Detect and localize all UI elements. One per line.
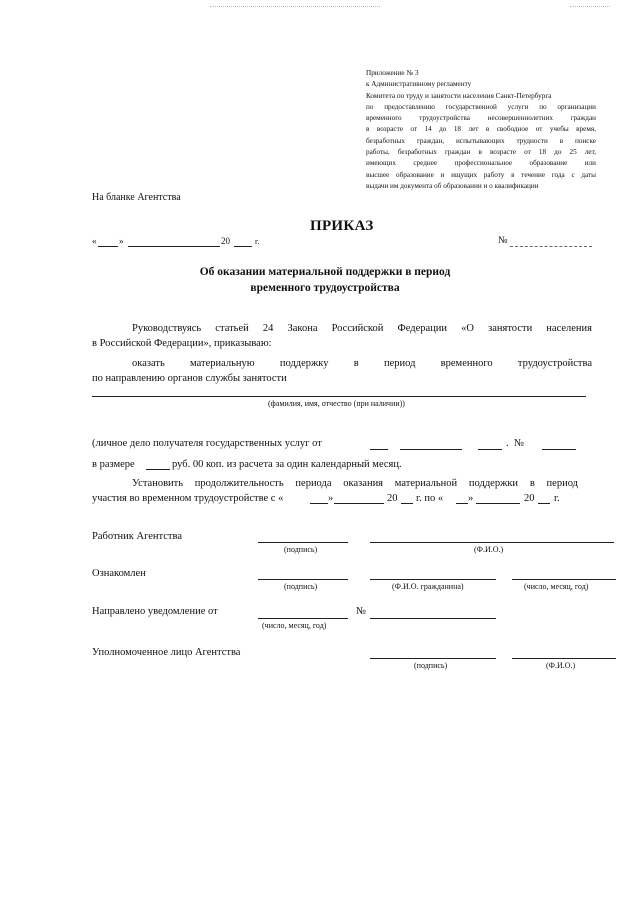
notice-date-caption: (число, месяц, год) — [262, 621, 327, 630]
period-to-text: г. по « — [416, 493, 444, 504]
case-month-blank[interactable] — [400, 449, 462, 450]
appendix-block — [366, 68, 596, 192]
order-date — [92, 236, 97, 246]
fio-caption: (Ф.И.О.) — [546, 661, 576, 670]
period-start-year-blank[interactable] — [401, 503, 413, 504]
page-title: ПРИКАЗ — [310, 218, 374, 234]
authorized-fio-blank[interactable] — [512, 658, 616, 659]
subtitle-line: временного трудоустройства — [250, 282, 400, 294]
case-dot: . — [506, 438, 509, 449]
order-subtitle — [160, 264, 490, 296]
appendix-line: Приложение № 3 — [366, 69, 419, 77]
period-start-month-blank[interactable] — [334, 503, 384, 504]
appendix-line: в возрасте от 14 до 18 лет в свободное от учебы время, — [366, 125, 596, 134]
appendix-line: работы, безработных граждан в возрасте от 18 до 25 лет, — [366, 148, 596, 157]
acquainted-label: Ознакомлен — [92, 568, 146, 579]
case-number-blank[interactable] — [542, 449, 576, 450]
period-start-text: участия во временном трудоустройстве с « — [92, 493, 284, 504]
date-day-blank[interactable] — [98, 246, 118, 247]
acquainted-date-blank[interactable] — [512, 579, 616, 580]
period-close-quote: » — [468, 493, 474, 504]
period-start-day-blank[interactable] — [310, 503, 328, 504]
date-open-quote: « — [92, 236, 97, 246]
scan-header-mark — [570, 6, 610, 9]
signature-caption: (подпись) — [414, 661, 448, 670]
notice-number-label: № — [356, 606, 367, 617]
guided-line: Руководствуясь статьей 24 Закона Российской Федерации «О занятости населения — [132, 323, 592, 334]
order-number-blank[interactable] — [510, 246, 592, 247]
case-number-label: № — [514, 438, 525, 449]
period-end-day-blank[interactable] — [456, 503, 468, 504]
citizen-fio-caption: (Ф.И.О. гражданина) — [392, 582, 464, 591]
case-year-blank[interactable] — [478, 449, 502, 450]
notice-date-blank[interactable] — [258, 618, 348, 619]
appendix-line: высшее образование и ищущих работу в течение года с даты — [366, 170, 596, 179]
appendix-line: безработных граждан, испытывающих трудности в поиске — [366, 136, 596, 145]
fio-blank[interactable] — [92, 396, 586, 397]
authorized-signature-blank[interactable] — [370, 658, 496, 659]
citizen-fio-blank[interactable] — [370, 579, 496, 580]
acquainted-signature-blank[interactable] — [258, 579, 348, 580]
appendix-line: к Административному регламенту — [366, 80, 472, 89]
period-end-month-blank[interactable] — [476, 503, 520, 504]
employee-signature-blank[interactable] — [258, 542, 348, 543]
amount-blank[interactable] — [146, 469, 170, 470]
employee-label: Работник Агентства — [92, 531, 182, 542]
period-line: Установить продолжительность периода оказания материальной поддержки в период — [132, 478, 578, 489]
notice-number-blank[interactable] — [370, 618, 496, 619]
appendix-line: Комитета по труду и занятости населения Санкт-Петербурга — [366, 91, 552, 100]
fio-caption: (фамилия, имя, отчество (при наличии)) — [268, 399, 405, 408]
date-year-prefix: 20 — [221, 236, 230, 246]
blank-label: На бланке Агентства — [92, 192, 181, 203]
case-text: (личное дело получателя государственных услуг от — [92, 438, 322, 449]
date-year-suffix: г. — [255, 237, 260, 246]
date-close-quote: » — [119, 236, 124, 246]
notice-label: Направлено уведомление от — [92, 606, 218, 617]
date-year-blank[interactable] — [234, 246, 252, 247]
date-caption: (число, месяц, год) — [524, 582, 589, 591]
appendix-line: имеющих среднее профессиональное образование или — [366, 159, 596, 168]
amount-prefix: в размере — [92, 459, 135, 470]
subtitle-line: Об оказании материальной поддержки в период — [199, 266, 451, 278]
amount-suffix: руб. 00 коп. из расчета за один календарный месяц. — [172, 459, 402, 470]
signature-caption: (подпись) — [284, 582, 318, 591]
provide-line: по направлению органов службы занятости — [92, 373, 287, 384]
period-close-quote: » — [328, 493, 334, 504]
provide-line: оказать материальную поддержку в период временного трудоустройства — [132, 358, 592, 369]
order-number-label: № — [498, 235, 508, 246]
scan-header-mark — [210, 6, 380, 9]
period-start-year-prefix: 20 — [387, 493, 398, 504]
appendix-line: выдачи им документа об образовании и о квалификации — [366, 181, 539, 190]
employee-fio-blank[interactable] — [370, 542, 614, 543]
period-end-year-prefix: 20 — [524, 493, 535, 504]
date-month-blank[interactable] — [128, 246, 220, 247]
period-end-year-suffix: г. — [554, 493, 560, 504]
signature-caption: (подпись) — [284, 545, 318, 554]
appendix-line: по предоставлению государственной услуги по организации — [366, 102, 596, 111]
fio-caption: (Ф.И.О.) — [474, 545, 504, 554]
authorized-label: Уполномоченное лицо Агентства — [92, 647, 241, 658]
case-day-blank[interactable] — [370, 449, 388, 450]
appendix-line: временного трудоустройства несовершеннолетних граждан — [366, 114, 596, 123]
period-end-year-blank[interactable] — [538, 503, 550, 504]
guided-line: в Российской Федерации», приказываю: — [92, 338, 272, 349]
